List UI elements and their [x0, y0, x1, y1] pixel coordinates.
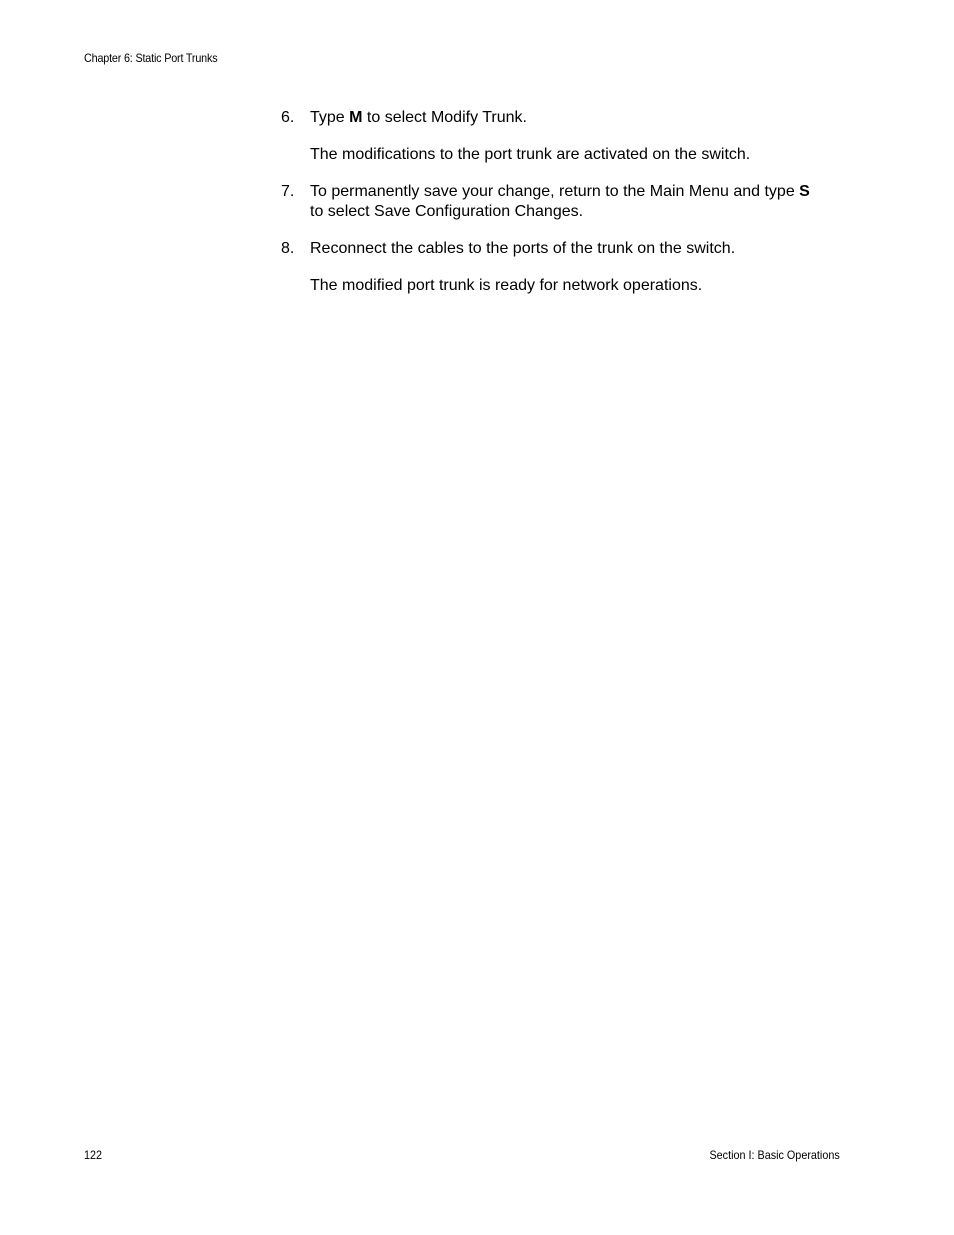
- running-header: [84, 51, 217, 65]
- step-8: [281, 239, 851, 296]
- step-7: [281, 182, 851, 222]
- step-instruction: [310, 108, 851, 128]
- step-instruction: [310, 182, 851, 222]
- procedure-steps: [281, 108, 851, 296]
- step-number: 6.: [281, 109, 295, 126]
- step-key: M: [349, 109, 363, 126]
- step-text-after: to select Modify Trunk.: [362, 109, 527, 126]
- step-text-after: to select Save Configuration Changes.: [310, 203, 584, 220]
- step-result: The modifications to the port trunk are activated on the switch.: [310, 146, 751, 163]
- page-number: 122: [84, 1148, 103, 1162]
- step-text-before: Type: [310, 109, 350, 126]
- step-text-before: Reconnect the cables to the ports of the trunk on the switch.: [310, 240, 736, 257]
- step-number: 7.: [281, 183, 295, 200]
- chapter-title: Chapter 6: Static Port Trunks: [84, 51, 218, 65]
- step-6: [281, 108, 851, 165]
- step-text-before: To permanently save your change, return to the Main Menu and type: [310, 183, 800, 200]
- step-number: 8.: [281, 240, 295, 257]
- section-title: Section I: Basic Operations: [709, 1148, 840, 1162]
- step-result: The modified port trunk is ready for network operations.: [310, 277, 703, 294]
- step-instruction: [310, 239, 851, 259]
- step-key: S: [799, 183, 810, 200]
